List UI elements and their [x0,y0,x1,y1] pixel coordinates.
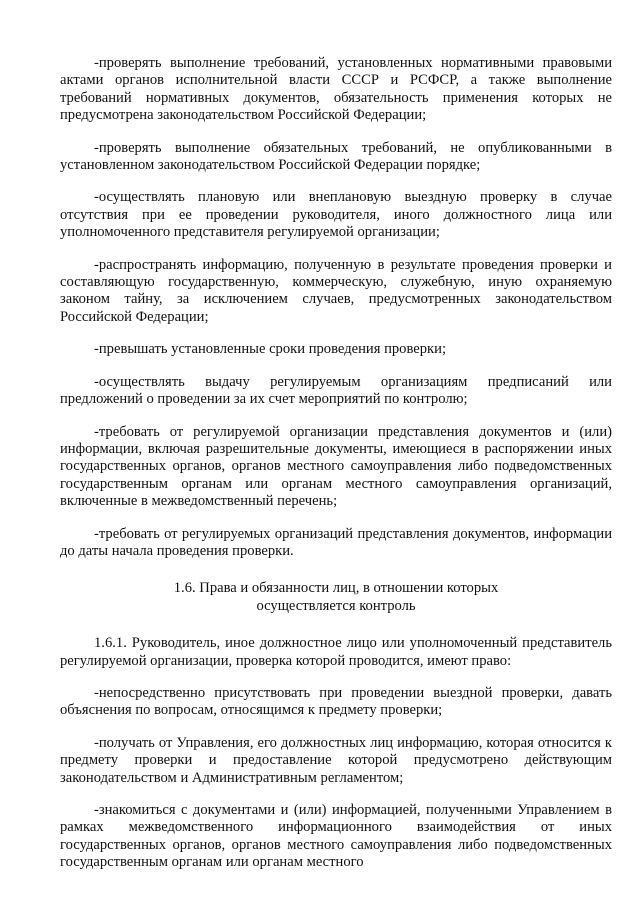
section-heading-line1: 1.6. Права и обязанности лиц, в отношении которых [173,580,499,597]
section-heading-line2: осуществляется контроль [256,597,416,614]
paragraph-exceed-deadlines: -превышать установленные сроки проведения проверки; [94,341,447,358]
paragraph-unpublished-requirements: -проверять выполнение обязательных требований, не опубликованными в установленном законодательством Российской Федерации порядке; [60,139,612,174]
paragraph-right-receive-info: -получать от Управления, его должностных лиц информацию, которая относится к предмету проверки и предоставление которой предусмотрено действующим законодательством и Административным регламентом; [60,734,612,786]
paragraph-prescriptions: -осуществлять выдачу регулируемым организациям предписаний или предложений о проведении за их счет мероприятий по контролю; [60,373,612,408]
paragraph-absence-inspection: -осуществлять плановую или внеплановую выездную проверку в случае отсутствия при ее проведении руководителя, иного должностного лица или уполномоченного представителя регулируемой организации; [60,189,612,241]
paragraph-rights-intro: 1.6.1. Руководитель, иное должностное лицо или уполномоченный представитель регулируемой организации, проверка которой проводится, имеют право: [60,635,612,669]
paragraph-documents-before-start: -требовать от регулируемых организаций представления документов, информации до даты начала проведения проверки. [60,525,612,559]
document-page [60,55,612,887]
paragraph-right-attend: -непосредственно присутствовать при проведении выездной проверки, давать объяснения по вопросам, относящимся к предмету проверки; [60,684,612,719]
paragraph-right-review-documents: -знакомиться с документами и (или) информацией, полученными Управлением в рамках межведомственного информационного взаимодействия от иных государственных органов, органов местного самоуправления либо подведомственных государственным органам или органам местного [60,802,612,871]
paragraph-secret-information: -распространять информацию, полученную в результате проведения проверки и составляющую государственную, коммерческую, служебную, иную охраняемую законом тайну, за исключением случаев, предусмотренных законодательством Российской Федерации; [60,256,612,325]
section-heading [60,580,612,615]
paragraph-ussr-requirements: -проверять выполнение требований, установленных нормативными правовыми актами органов исполнительной власти СССР и РСФСР, а также выполнение требований нормативных документов, обязательность применения которых не предусмотрена законодательством Российской Федерации; [60,55,612,124]
paragraph-demand-documents: -требовать от регулируемой организации представления документов и (или) информации, включая разрешительные документы, имеющиеся в распоряжении иных государственных органов, органов местного самоуправления либо подведомственных государственным органам или органам местного самоуправления организаций, включенные в межведомственный перечень; [60,423,612,510]
